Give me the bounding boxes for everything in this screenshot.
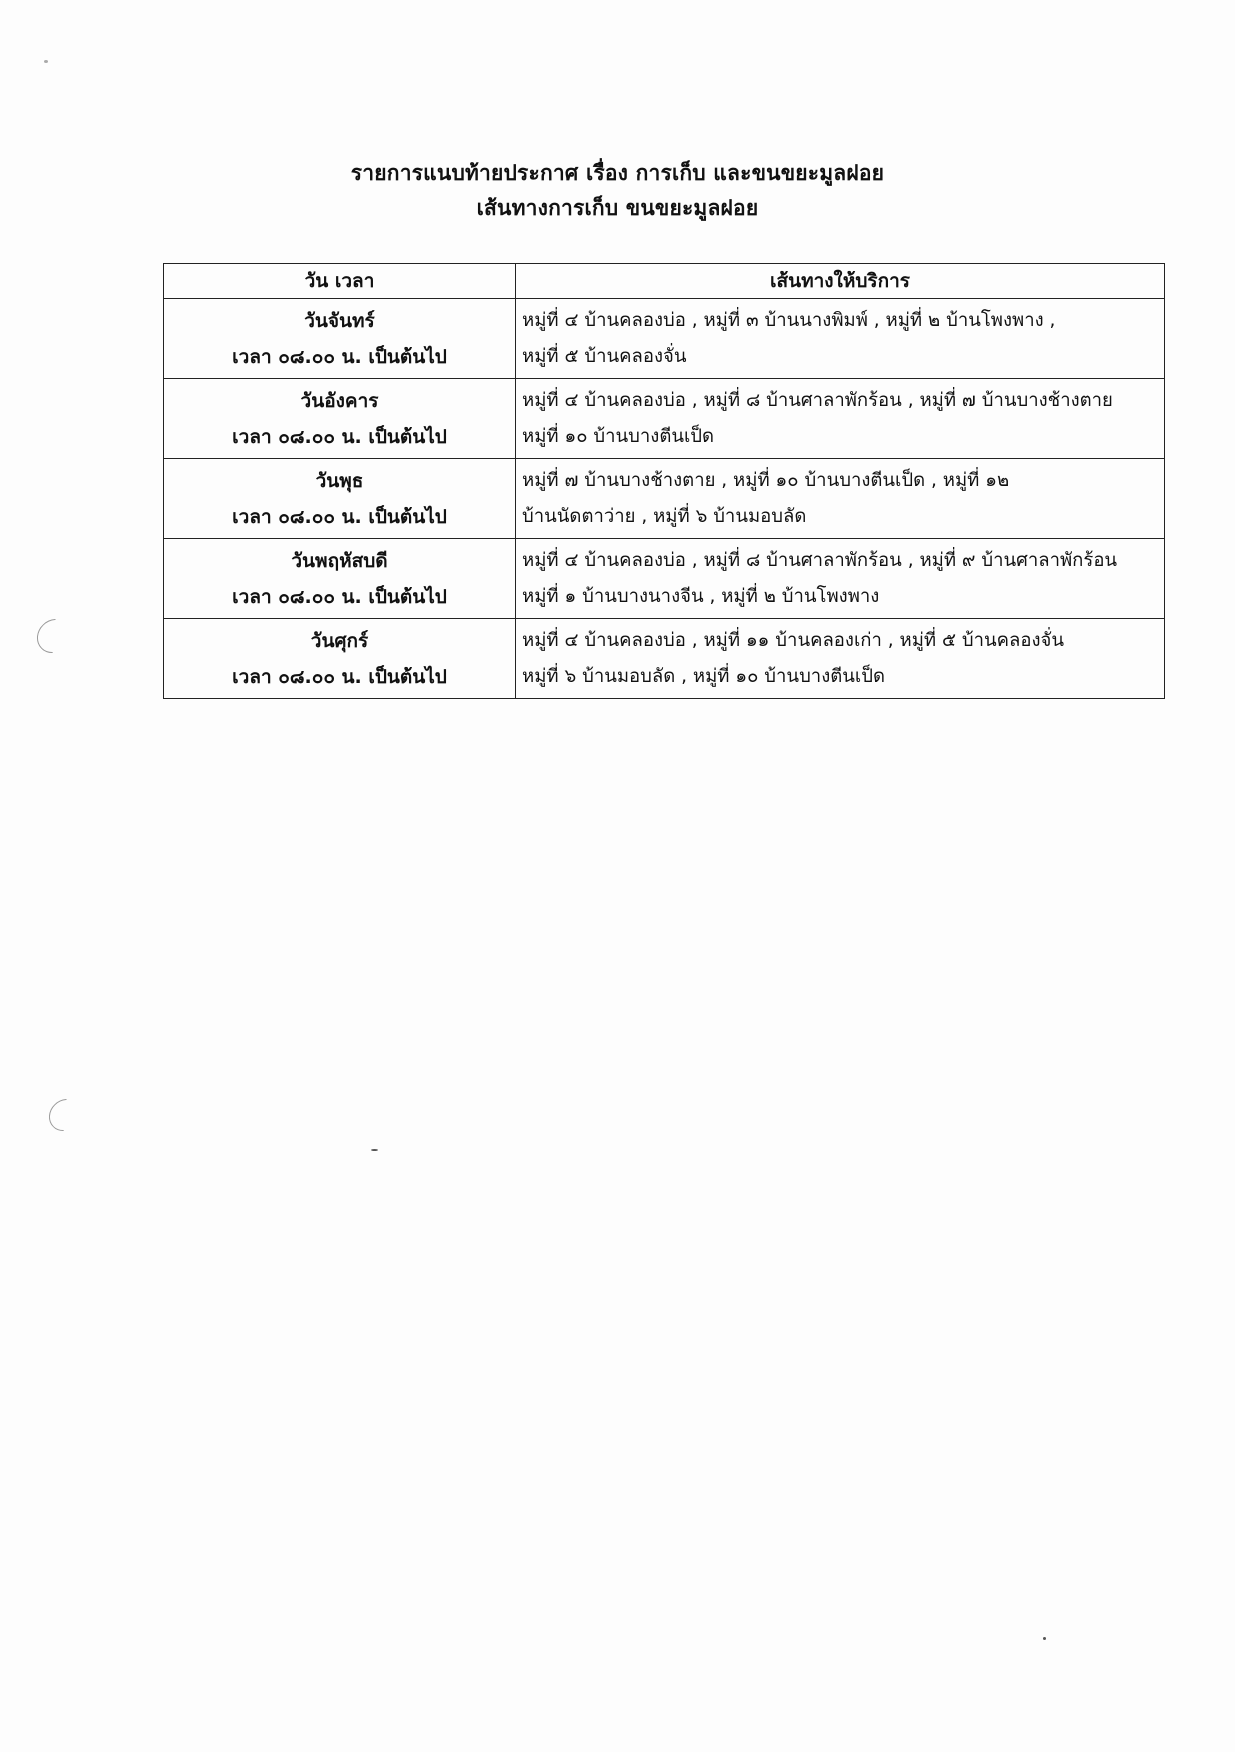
route-line: หมู่ที่ ๑๐ บ้านบางตีนเป็ด	[522, 426, 715, 447]
day-name: วันพฤหัสบดี	[291, 550, 388, 572]
route-line: หมู่ที่ ๔ บ้านคลองบ่อ , หมู่ที่ ๓ บ้านนางพิมพ์ , หมู่ที่ ๒ บ้านโพงพาง ,	[522, 310, 1056, 331]
table-row	[164, 459, 1165, 539]
route-line: บ้านนัดตาว่าย , หมู่ที่ ๖ บ้านมอบลัด	[522, 506, 807, 527]
header-service-route: เส้นทางให้บริการ	[516, 264, 1165, 299]
table-row	[164, 379, 1165, 459]
document-title: รายการแนบท้ายประกาศ เรื่อง การเก็บ และขนขยะมูลฝอย	[350, 161, 885, 185]
table-header-row	[164, 264, 1165, 299]
route-line: หมู่ที่ ๖ บ้านมอบลัด , หมู่ที่ ๑๐ บ้านบางตีนเป็ด	[522, 666, 885, 687]
day-name: วันศุกร์	[310, 630, 369, 652]
day-time-cell	[164, 539, 516, 619]
scan-speck	[371, 1149, 378, 1151]
document-subtitle: เส้นทางการเก็บ ขนขยะมูลฝอย	[476, 196, 759, 220]
route-cell	[516, 539, 1165, 619]
route-cell	[516, 299, 1165, 379]
start-time: เวลา ๐๘.๐๐ น. เป็นต้นไป	[232, 346, 447, 368]
route-line: หมู่ที่ ๔ บ้านคลองบ่อ , หมู่ที่ ๘ บ้านศาลาพักร้อน , หมู่ที่ ๙ บ้านศาลาพักร้อน	[522, 550, 1118, 571]
start-time: เวลา ๐๘.๐๐ น. เป็นต้นไป	[232, 586, 447, 608]
day-time-cell	[164, 459, 516, 539]
start-time: เวลา ๐๘.๐๐ น. เป็นต้นไป	[232, 666, 447, 688]
day-time-cell	[164, 379, 516, 459]
scan-speck	[44, 60, 48, 63]
day-name: วันจันทร์	[304, 310, 375, 332]
route-cell	[516, 619, 1165, 699]
start-time: เวลา ๐๘.๐๐ น. เป็นต้นไป	[232, 506, 447, 528]
route-line: หมู่ที่ ๕ บ้านคลองจั่น	[522, 346, 687, 367]
start-time: เวลา ๐๘.๐๐ น. เป็นต้นไป	[232, 426, 447, 448]
route-cell	[516, 379, 1165, 459]
route-line: หมู่ที่ ๑ บ้านบางนางจีน , หมู่ที่ ๒ บ้านโพงพาง	[522, 586, 880, 607]
scan-speck	[1043, 1637, 1046, 1640]
route-line: หมู่ที่ ๗ บ้านบางช้างตาย , หมู่ที่ ๑๐ บ้านบางตีนเป็ด , หมู่ที่ ๑๒	[522, 470, 1010, 491]
collection-schedule-table	[163, 263, 1165, 699]
day-time-cell	[164, 619, 516, 699]
route-cell	[516, 459, 1165, 539]
table-row	[164, 539, 1165, 619]
day-name: วันพุธ	[315, 470, 364, 492]
hole-punch-mark	[42, 1092, 87, 1137]
day-name: วันอังคาร	[300, 390, 379, 412]
day-time-cell	[164, 299, 516, 379]
hole-punch-mark	[30, 612, 78, 660]
table-row	[164, 619, 1165, 699]
table-row	[164, 299, 1165, 379]
route-line: หมู่ที่ ๔ บ้านคลองบ่อ , หมู่ที่ ๘ บ้านศาลาพักร้อน , หมู่ที่ ๗ บ้านบางช้างตาย	[522, 390, 1113, 411]
route-line: หมู่ที่ ๔ บ้านคลองบ่อ , หมู่ที่ ๑๑ บ้านคลองเก่า , หมู่ที่ ๕ บ้านคลองจั่น	[522, 630, 1064, 651]
header-day-time: วัน เวลา	[164, 264, 516, 299]
